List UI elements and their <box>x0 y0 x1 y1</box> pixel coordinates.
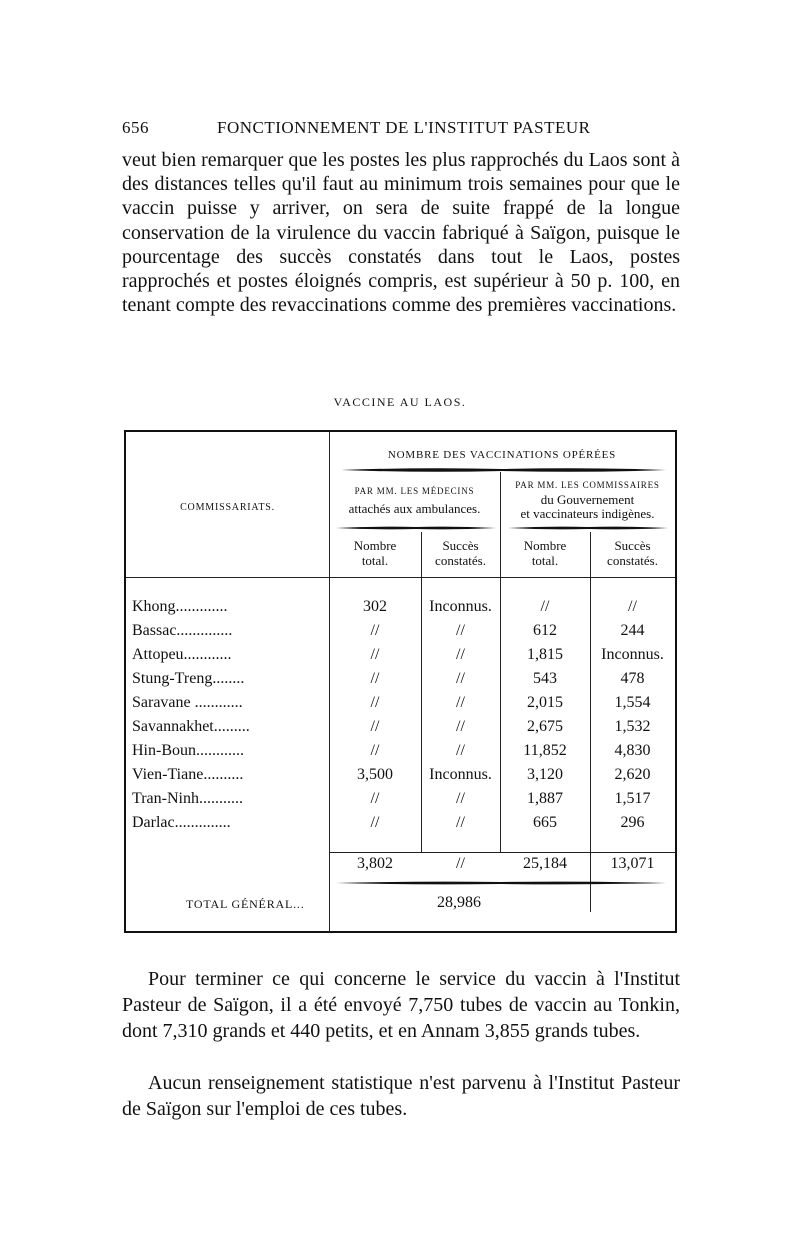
med-succes-label: Succès <box>442 538 479 553</box>
med-constates-label: constatés. <box>435 553 486 568</box>
com-header-line2: du Gouvernement <box>540 492 635 507</box>
com-succes: 296 <box>620 814 645 831</box>
med-total: // <box>370 814 380 831</box>
intro-paragraph: veut bien remarquer que les postes les plus rapprochés du Laos sont à des distances telles qu'il faut au minimum trois semaines pour que le vaccin puisse y arriver, on sera de suite frappé de la longue conservation de la virulence du vaccin fabriqué à Saïgon, puisque le pourcentage des succès constatés dans tout le Laos, postes rapprochés et postes éloignés compris, est supérieur à 50 p. 100, en tenant compte des revaccinations comme des premières vaccinations. <box>122 149 680 317</box>
med-succes: Inconnus. <box>429 598 492 615</box>
swell-rule-med <box>336 525 496 529</box>
closing-paragraph-2: Aucun renseignement statistique n'est parvenu à l'Institut Pasteur de Saïgon sur l'emploi de ces tubes. <box>122 1072 680 1120</box>
com-succes-label: Succès <box>614 538 651 553</box>
med-nombre-header <box>329 538 421 568</box>
table-row <box>126 670 675 694</box>
total-med-succes: // <box>456 855 465 872</box>
commissariat-name: Bassac.............. <box>132 622 233 639</box>
table-row <box>126 646 675 670</box>
total-com-succes: 13,071 <box>610 855 655 872</box>
med-succes: // <box>456 790 465 807</box>
swell-rule-com <box>508 525 668 529</box>
table-row <box>126 814 675 838</box>
com-header-line1: PAR MM. LES COMMISSAIRES <box>515 480 660 490</box>
med-nombre-label: Nombre <box>353 538 397 553</box>
totals-row <box>126 852 675 882</box>
com-total: 612 <box>533 622 557 639</box>
med-succes: // <box>456 742 465 759</box>
med-succes: // <box>456 670 465 687</box>
com-succes: 1,517 <box>614 790 651 807</box>
total-med-total: 3,802 <box>357 855 393 872</box>
med-total: // <box>370 622 380 639</box>
com-total: // <box>540 598 550 615</box>
table-row <box>126 766 675 790</box>
com-succes: Inconnus. <box>601 646 664 663</box>
commissariat-name: Darlac.............. <box>132 814 231 831</box>
med-total: // <box>370 790 380 807</box>
commissariat-name: Saravane ............ <box>132 694 243 711</box>
com-succes: 244 <box>620 622 645 639</box>
med-total: // <box>370 670 380 687</box>
page-number: 656 <box>122 118 149 137</box>
med-succes-header <box>421 538 500 568</box>
table-row <box>126 790 675 814</box>
med-total: // <box>370 742 380 759</box>
com-succes: // <box>628 598 637 615</box>
com-total-label: total. <box>531 553 559 568</box>
vaccine-table <box>124 430 677 933</box>
swell-rule-group <box>341 467 666 471</box>
med-total: 302 <box>363 598 387 615</box>
med-succes: Inconnus. <box>429 766 492 783</box>
grand-total-row <box>126 894 675 918</box>
commissariat-name: Hin-Boun............ <box>132 742 244 759</box>
com-succes: 2,620 <box>614 766 651 783</box>
table-row <box>126 742 675 766</box>
com-total: 665 <box>533 814 557 831</box>
com-total: 3,120 <box>527 766 563 783</box>
grand-total-label: TOTAL GÉNÉRAL... <box>186 897 305 911</box>
med-total: 3,500 <box>357 766 393 783</box>
commissariat-name: Stung-Treng........ <box>132 670 245 687</box>
med-succes: // <box>456 694 465 711</box>
med-total: // <box>370 646 380 663</box>
com-succes: 1,532 <box>614 718 651 735</box>
header-bottom-rule <box>126 577 675 578</box>
med-succes: // <box>456 622 465 639</box>
com-constates-label: constatés. <box>607 553 658 568</box>
table-row <box>126 598 675 622</box>
com-total: 1,887 <box>527 790 563 807</box>
commissariat-name: Khong............. <box>132 598 228 615</box>
com-total: 1,815 <box>527 646 563 663</box>
com-succes: 4,830 <box>614 742 651 759</box>
table-caption: VACCINE AU LAOS. <box>333 395 467 409</box>
com-total: 11,852 <box>523 742 567 759</box>
table-row <box>126 622 675 646</box>
com-total: 2,675 <box>527 718 563 735</box>
med-header-line1: PAR MM. LES MÉDECINS <box>354 486 475 496</box>
table-row <box>126 718 675 742</box>
med-succes: // <box>456 814 465 831</box>
table-row <box>126 694 675 718</box>
med-total: // <box>370 718 380 735</box>
med-total-label: total. <box>361 553 389 568</box>
com-header-line3: et vaccinateurs indigènes. <box>520 506 655 521</box>
com-nombre-label: Nombre <box>523 538 567 553</box>
commissariat-name: Tran-Ninh........... <box>132 790 243 807</box>
med-total: // <box>370 694 380 711</box>
med-succes: // <box>456 646 465 663</box>
group-header: NOMBRE DES VACCINATIONS OPÉRÉES <box>387 449 617 461</box>
com-nombre-header <box>500 538 590 568</box>
med-succes: // <box>456 718 465 735</box>
com-succes: 1,554 <box>614 694 651 711</box>
running-title: FONCTIONNEMENT DE L'INSTITUT PASTEUR <box>217 118 591 137</box>
com-succes-header <box>590 538 675 568</box>
commissariats-header: COMMISSARIATS. <box>180 502 275 513</box>
com-total: 543 <box>533 670 557 687</box>
commissariat-name: Savannakhet......... <box>132 718 250 735</box>
med-header-line2: attachés aux ambulances. <box>348 501 481 516</box>
grand-total-value: 28,986 <box>437 894 481 911</box>
total-com-total: 25,184 <box>523 855 567 872</box>
com-total: 2,015 <box>527 694 563 711</box>
commissariat-name: Attopeu............ <box>132 646 232 663</box>
com-succes: 478 <box>620 670 645 687</box>
closing-paragraph-1: Pour terminer ce qui concerne le service du vaccin à l'Institut Pasteur de Saïgon, il a été envoyé 7,750 tubes de vaccin au Tonkin, dont 7,310 grands et 440 petits, et en Annam 3,855 grands tubes. <box>122 968 680 1042</box>
commissariat-name: Vien-Tiane.......... <box>132 766 244 783</box>
